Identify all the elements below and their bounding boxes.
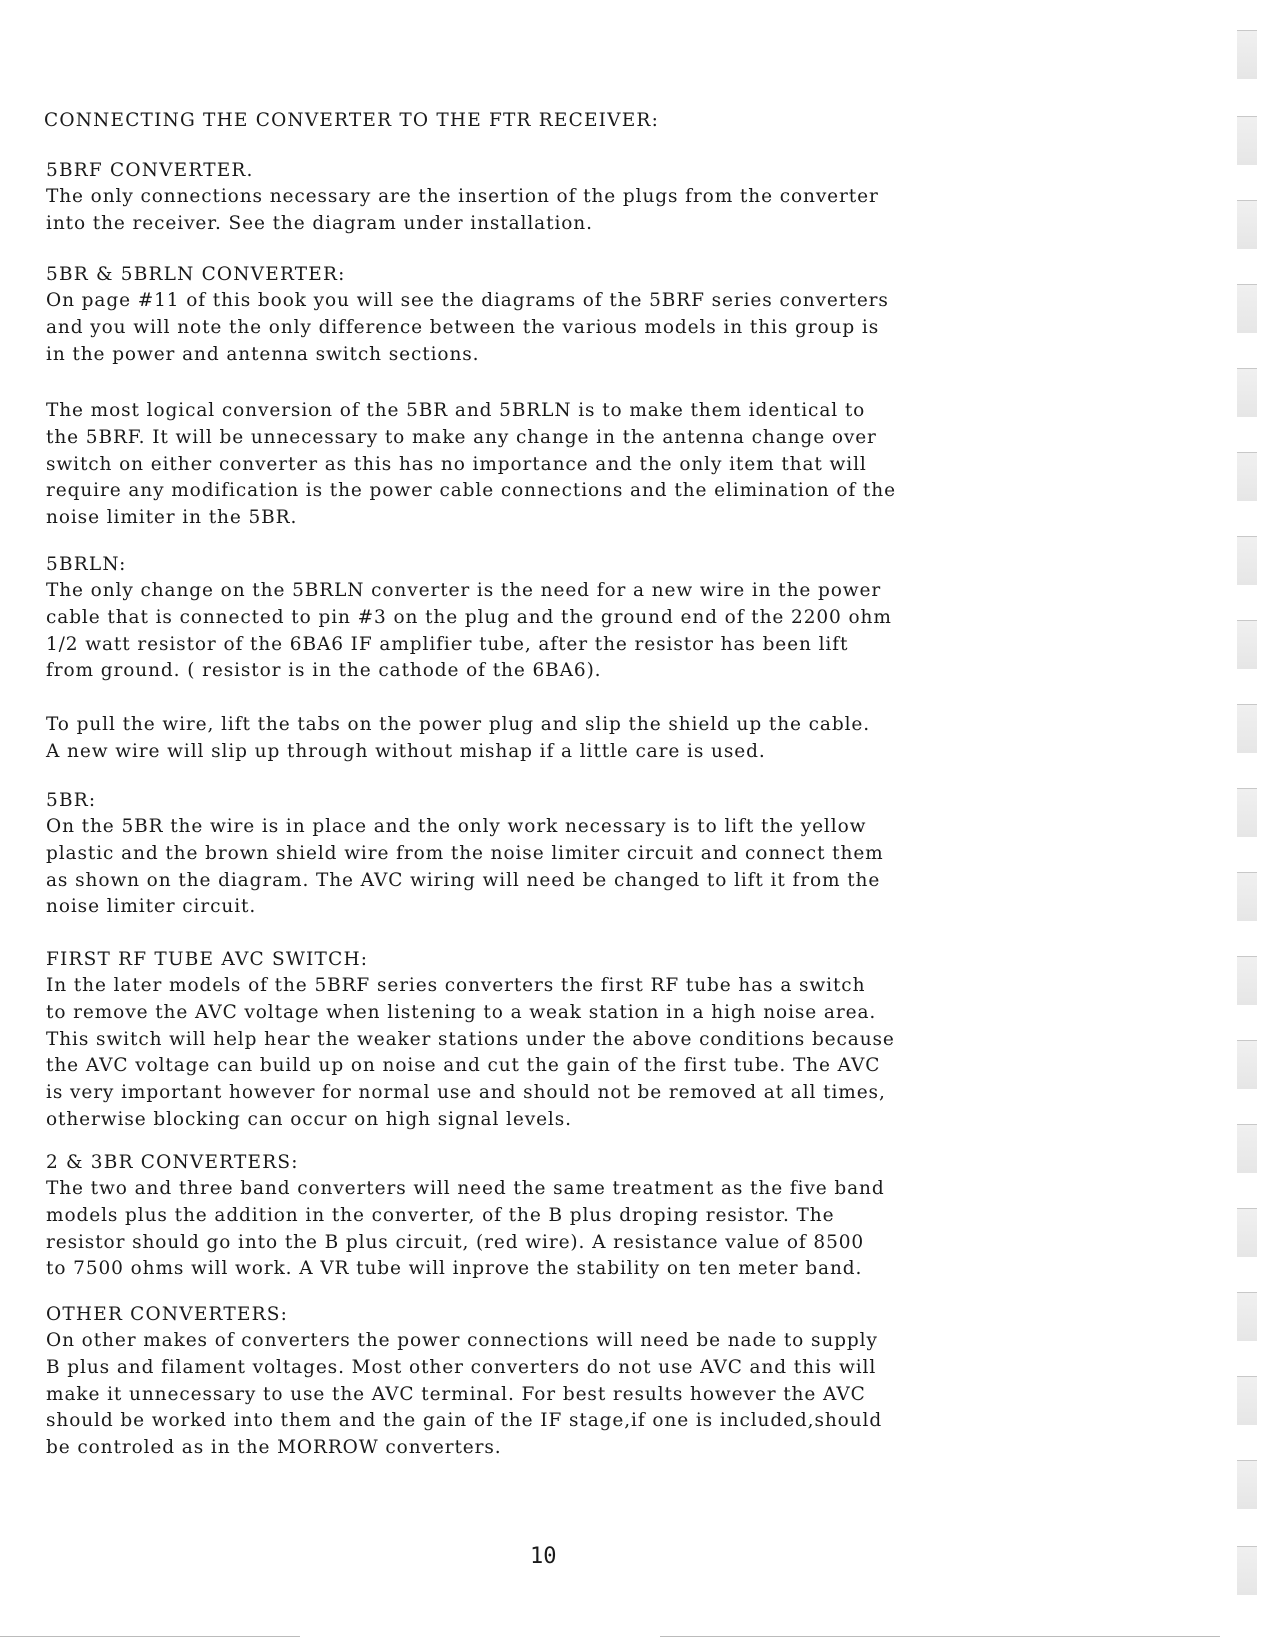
binder-edge-mark [1237,956,1257,1005]
text-line: and you will note the only difference between the various models in this group is [46,316,880,338]
binder-edge-mark [1237,200,1257,249]
text-line: require any modification is the power cable connections and the elimination of the [46,480,896,502]
section-heading: 5BR & 5BRLN CONVERTER: [46,264,346,285]
binder-edge-mark [1237,30,1257,79]
section-logical-conversion [46,398,1046,532]
text-line: be controled as in the MORROW converters. [46,1437,502,1459]
text-line: noise limiter in the 5BR. [46,507,298,529]
section-heading: 5BRLN: [46,554,127,575]
binder-edge-mark [1237,536,1257,585]
binder-edge-mark [1237,872,1257,921]
text-line: The most logical conversion of the 5BR and 5BRLN is to make them identical to [46,400,866,421]
text-line: The only change on the 5BRLN converter is the need for a new wire in the power [46,580,882,601]
binder-edge-mark [1237,1292,1257,1341]
section-5br [46,788,1046,921]
binder-edge-mark [1237,1546,1257,1595]
binder-edge-mark [1237,788,1257,837]
text-line: to 7500 ohms will work. A VR tube will inprove the stability on ten meter band. [46,1258,863,1280]
text-line: The two and three band converters will need the same treatment as the five band [46,1178,885,1199]
text-line: On page #11 of this book you will see the diagrams of the 5BRF series converters [46,290,889,311]
binder-edge-mark [1237,1208,1257,1257]
text-line: To pull the wire, lift the tabs on the power plug and slip the shield up the cable. [46,714,871,735]
bottom-scan-rule [660,1636,1220,1637]
main-title: CONNECTING THE CONVERTER TO THE FTR RECEIVER: [44,110,659,131]
text-line: make it unnecessary to use the AVC terminal. For best results however the AVC [46,1383,866,1405]
text-line: the AVC voltage can build up on noise and cut the gain of the first tube. The AVC [46,1055,881,1077]
text-line: In the later models of the 5BRF series converters the first RF tube has a switch [46,975,866,996]
binder-edge-mark [1237,1376,1257,1425]
text-line: is very important however for normal use and should not be removed at all times, [46,1082,886,1104]
section-heading: 5BRF CONVERTER. [46,160,254,181]
text-line: otherwise blocking can occur on high signal levels. [46,1108,572,1130]
binder-edge-mark [1237,1124,1257,1173]
text-line: On other makes of converters the power connections will need be nade to supply [46,1330,878,1351]
section-pull-wire [46,712,1046,766]
section-2-3br-converters [46,1150,1046,1283]
binder-edge-mark [1237,368,1257,417]
text-line: On the 5BR the wire is in place and the only work necessary is to lift the yellow [46,816,867,837]
text-line: plastic and the brown shield wire from the noise limiter circuit and connect them [46,842,884,864]
section-first-rf-tube-avc-switch [46,947,1046,1134]
text-line: resistor should go into the B plus circuit, (red wire). A resistance value of 8500 [46,1231,865,1253]
section-5brf-converter [46,158,1046,238]
page-number: 10 [530,1544,557,1569]
text-line: cable that is connected to pin #3 on the plug and the ground end of the 2200 ohm [46,606,892,628]
binder-edge-mark [1237,1040,1257,1089]
text-line: to remove the AVC voltage when listening to a weak station in a high noise area. [46,1001,877,1023]
text-line: models plus the addition in the converter, of the B plus droping resistor. The [46,1204,835,1226]
section-5br-5brln-converter [46,262,1046,368]
binder-edge-mark [1237,284,1257,333]
text-line: A new wire will slip up through without mishap if a little care is used. [46,740,766,762]
text-line: from ground. ( resistor is in the cathode of the 6BA6). [46,660,602,682]
bottom-scan-rule [0,1636,300,1637]
text-line: in the power and antenna switch sections. [46,343,480,365]
binder-edge-mark [1237,704,1257,753]
binder-edge-mark [1237,452,1257,501]
binder-edge-mark [1237,1460,1257,1509]
section-heading: 5BR: [46,790,97,811]
text-line: switch on either converter as this has no importance and the only item that will [46,453,867,475]
text-line: B plus and filament voltages. Most other converters do not use AVC and this will [46,1356,877,1378]
section-heading: FIRST RF TUBE AVC SWITCH: [46,949,369,970]
binder-edge-mark [1237,620,1257,669]
text-line: The only connections necessary are the insertion of the plugs from the converter [46,186,879,207]
section-other-converters [46,1302,1046,1462]
section-heading: OTHER CONVERTERS: [46,1304,289,1325]
text-line: 1/2 watt resistor of the 6BA6 IF amplifier tube, after the resistor has been lift [46,633,849,655]
text-line: into the receiver. See the diagram under installation. [46,212,593,234]
section-heading: 2 & 3BR CONVERTERS: [46,1152,299,1173]
text-line: noise limiter circuit. [46,896,257,918]
text-line: This switch will help hear the weaker stations under the above conditions because [46,1028,895,1050]
binder-edge-mark [1237,116,1257,165]
section-5brln [46,552,1046,685]
text-line: should be worked into them and the gain of the IF stage,if one is included,should [46,1410,883,1432]
text-line: as shown on the diagram. The AVC wiring will need be changed to lift it from the [46,869,881,891]
text-line: the 5BRF. It will be unnecessary to make any change in the antenna change over [46,426,877,448]
